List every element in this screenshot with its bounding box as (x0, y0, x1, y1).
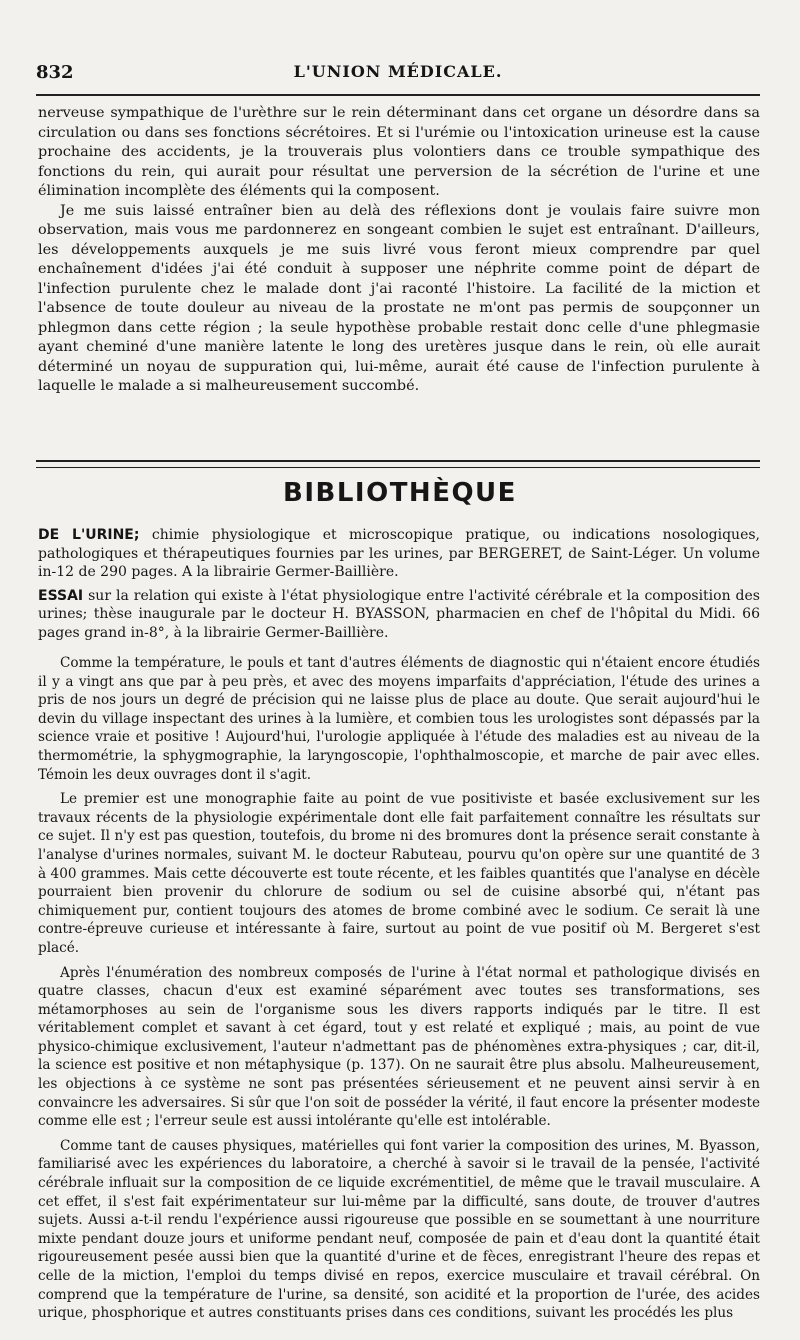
book-entry-lead: DE L'URINE; (38, 527, 140, 543)
intro-text (38, 104, 760, 397)
paragraph: Je me suis laissé entraîner bien au delà des réflexions dont je voulais faire suivre mon observation, mais vous me pardonnerez en songeant combien le sujet est entraînant. D'ailleurs, les développements auxquels je me suis livré vous feront mieux comprendre par quel enchaînement d'idées j'ai été conduit à supposer une néphrite comme point de départ de l'infection purulente chez le malade dont j'ai raconté l'histoire. La facilité de la miction et l'absence de toute douleur au niveau de la prostate ne m'ont pas permis de soupçonner un phlegmon dans cette région ; la seule hypothèse probable restait donc celle d'une phlegmasie ayant cheminé d'une manière latente le long des uretères jusque dans le rein, où elle aurait déterminé un noyau de suppuration qui, lui-même, aurait été cause de l'infection purulente à laquelle le malade a si malheureusement succombé. (38, 202, 760, 394)
book-entry (38, 587, 760, 643)
book-entry-text: sur la relation qui existe à l'état physiologique entre l'activité cérébrale et la composition des urines; thèse inaugurale par le docteur H. BYASSON, pharmacien en chef de l'hôpital du Midi. 66 pages grand in-8°, à la librairie Germer-Baillière. (38, 587, 760, 641)
book-entry (38, 526, 760, 582)
section-divider (36, 460, 760, 468)
running-title: L'UNION MÉDICALE. (293, 62, 503, 81)
book-entry-text: chimie physiologique et microscopique pratique, ou indications nosologiques, pathologiques et thérapeutiques fournies par les urines, par BERGERET, de Saint-Léger. Un volume in-12 de 290 pages. A la librairie Germer-Baillière. (38, 527, 760, 580)
paragraph: Comme la température, le pouls et tant d'autres éléments de diagnostic qui n'étaient encore étudiés il y a vingt ans que par à peu près, et avec des moyens imparfaits d'appréciation, l'étude des urines a pris de nos jours un degré de précision qui ne laisse plus de place au doute. Que serait aujourd'hui le devin du village inspectant des urines à la lumière, et combien tous les urologistes sont dépassés par la science vraie et positive ! Aujourd'hui, l'urologie appliquée à l'étude des maladies est au niveau de la thermométrie, la sphygmographie, la laryngoscopie, l'ophthalmoscopie, et marche de pair avec elles. Témoin les deux ouvrages dont il s'agit. (38, 655, 760, 783)
page-header (36, 58, 760, 88)
book-list (38, 526, 760, 647)
review-text (38, 654, 760, 1329)
page-number: 832 (36, 62, 74, 83)
header-rule (36, 94, 760, 96)
paragraph: nerveuse sympathique de l'urèthre sur le rein déterminant dans cet organe un désordre dans sa circulation ou dans ses fonctions sécrétoires. Et si l'urémie ou l'intoxication urineuse est la cause prochaine des accidents, je la trouverais plus volontiers dans ce trouble sympathique des fonctions du rein, qui aurait pour résultat une perversion de la sécrétion de l'urine et une élimination incomplète des éléments qui la composent. (38, 105, 760, 199)
book-entry-lead: ESSAI (38, 587, 84, 604)
paragraph: Le premier est une monographie faite au point de vue positiviste et basée exclusivement sur les travaux récents de la physiologie expérimentale dont elle fait parfaitement connaître les résultats sur ce sujet. Il n'y est pas question, toutefois, du brome ni des bromures dont la présence serait constante à l'analyse d'urines normales, suivant M. le docteur Rabuteau, pourvu qu'on opère sur une quantité de 3 à 400 grammes. Mais cette découverte est toute récente, et les faibles quantités que l'analyse en décèle pourraient bien provenir du chlorure de sodium ou sel de cuisine absorbé qui, n'étant pas chimiquement pur, contient toujours des atomes de brome combiné avec le sodium. Ce serait là une contre-épreuve curieuse et intéressante à faire, surtout au point de vue positif où M. Bergeret s'est placé. (38, 791, 760, 956)
paragraph: Comme tant de causes physiques, matérielles qui font varier la composition des urines, M. Byasson, familiarisé avec les expériences du laboratoire, a cherché à savoir si le travail de la pensée, l'activité cérébrale influait sur la composition de ce liquide excrémentitiel, de même que le travail musculaire. A cet effet, il s'est fait expérimentateur sur lui-même par la difficulté, sans doute, de trouver d'autres sujets. Aussi a-t-il rendu l'expérience aussi rigoureuse que possible en se soumettant à une nourriture mixte pendant douze jours et uniforme pendant neuf, composée de pain et d'eau dont la quantité était rigoureusement pesée aussi bien que la quantité d'urine et de fèces, enregistrant l'heure des repas et celle de la miction, l'emploi du temps divisé en repos, exercice musculaire et travail cérébral. On comprend que la température de l'urine, sa densité, son acidité et la proportion de l'urée, des acides urique, phosphorique et autres constituants prises dans ces conditions, suivant les procédés les plus (38, 1137, 760, 1322)
paragraph: Après l'énumération des nombreux composés de l'urine à l'état normal et pathologique divisés en quatre classes, chacun d'eux est examiné séparément avec toutes ses transformations, ses métamorphoses au sein de l'organisme sous les divers rapports indiqués par le titre. Il est véritablement complet et savant à cet égard, tout y est relaté et expliqué ; mais, au point de vue physico-chimique exclusivement, l'auteur n'admettant pas de phénomènes extra-physiques ; car, dit-il, la science est positive et non métaphysique (p. 137). On ne saurait être plus absolu. Malheureusement, les objections à ce système ne sont pas présentées sérieusement et ne peuvent ainsi servir à en convaincre les adversaires. Si sûr que l'on soit de posséder la vérité, il faut encore la présenter modeste comme elle est ; l'erreur seule est aussi intolérante qu'elle est intolérable. (38, 964, 760, 1130)
section-title: BIBLIOTHÈQUE (283, 478, 517, 508)
